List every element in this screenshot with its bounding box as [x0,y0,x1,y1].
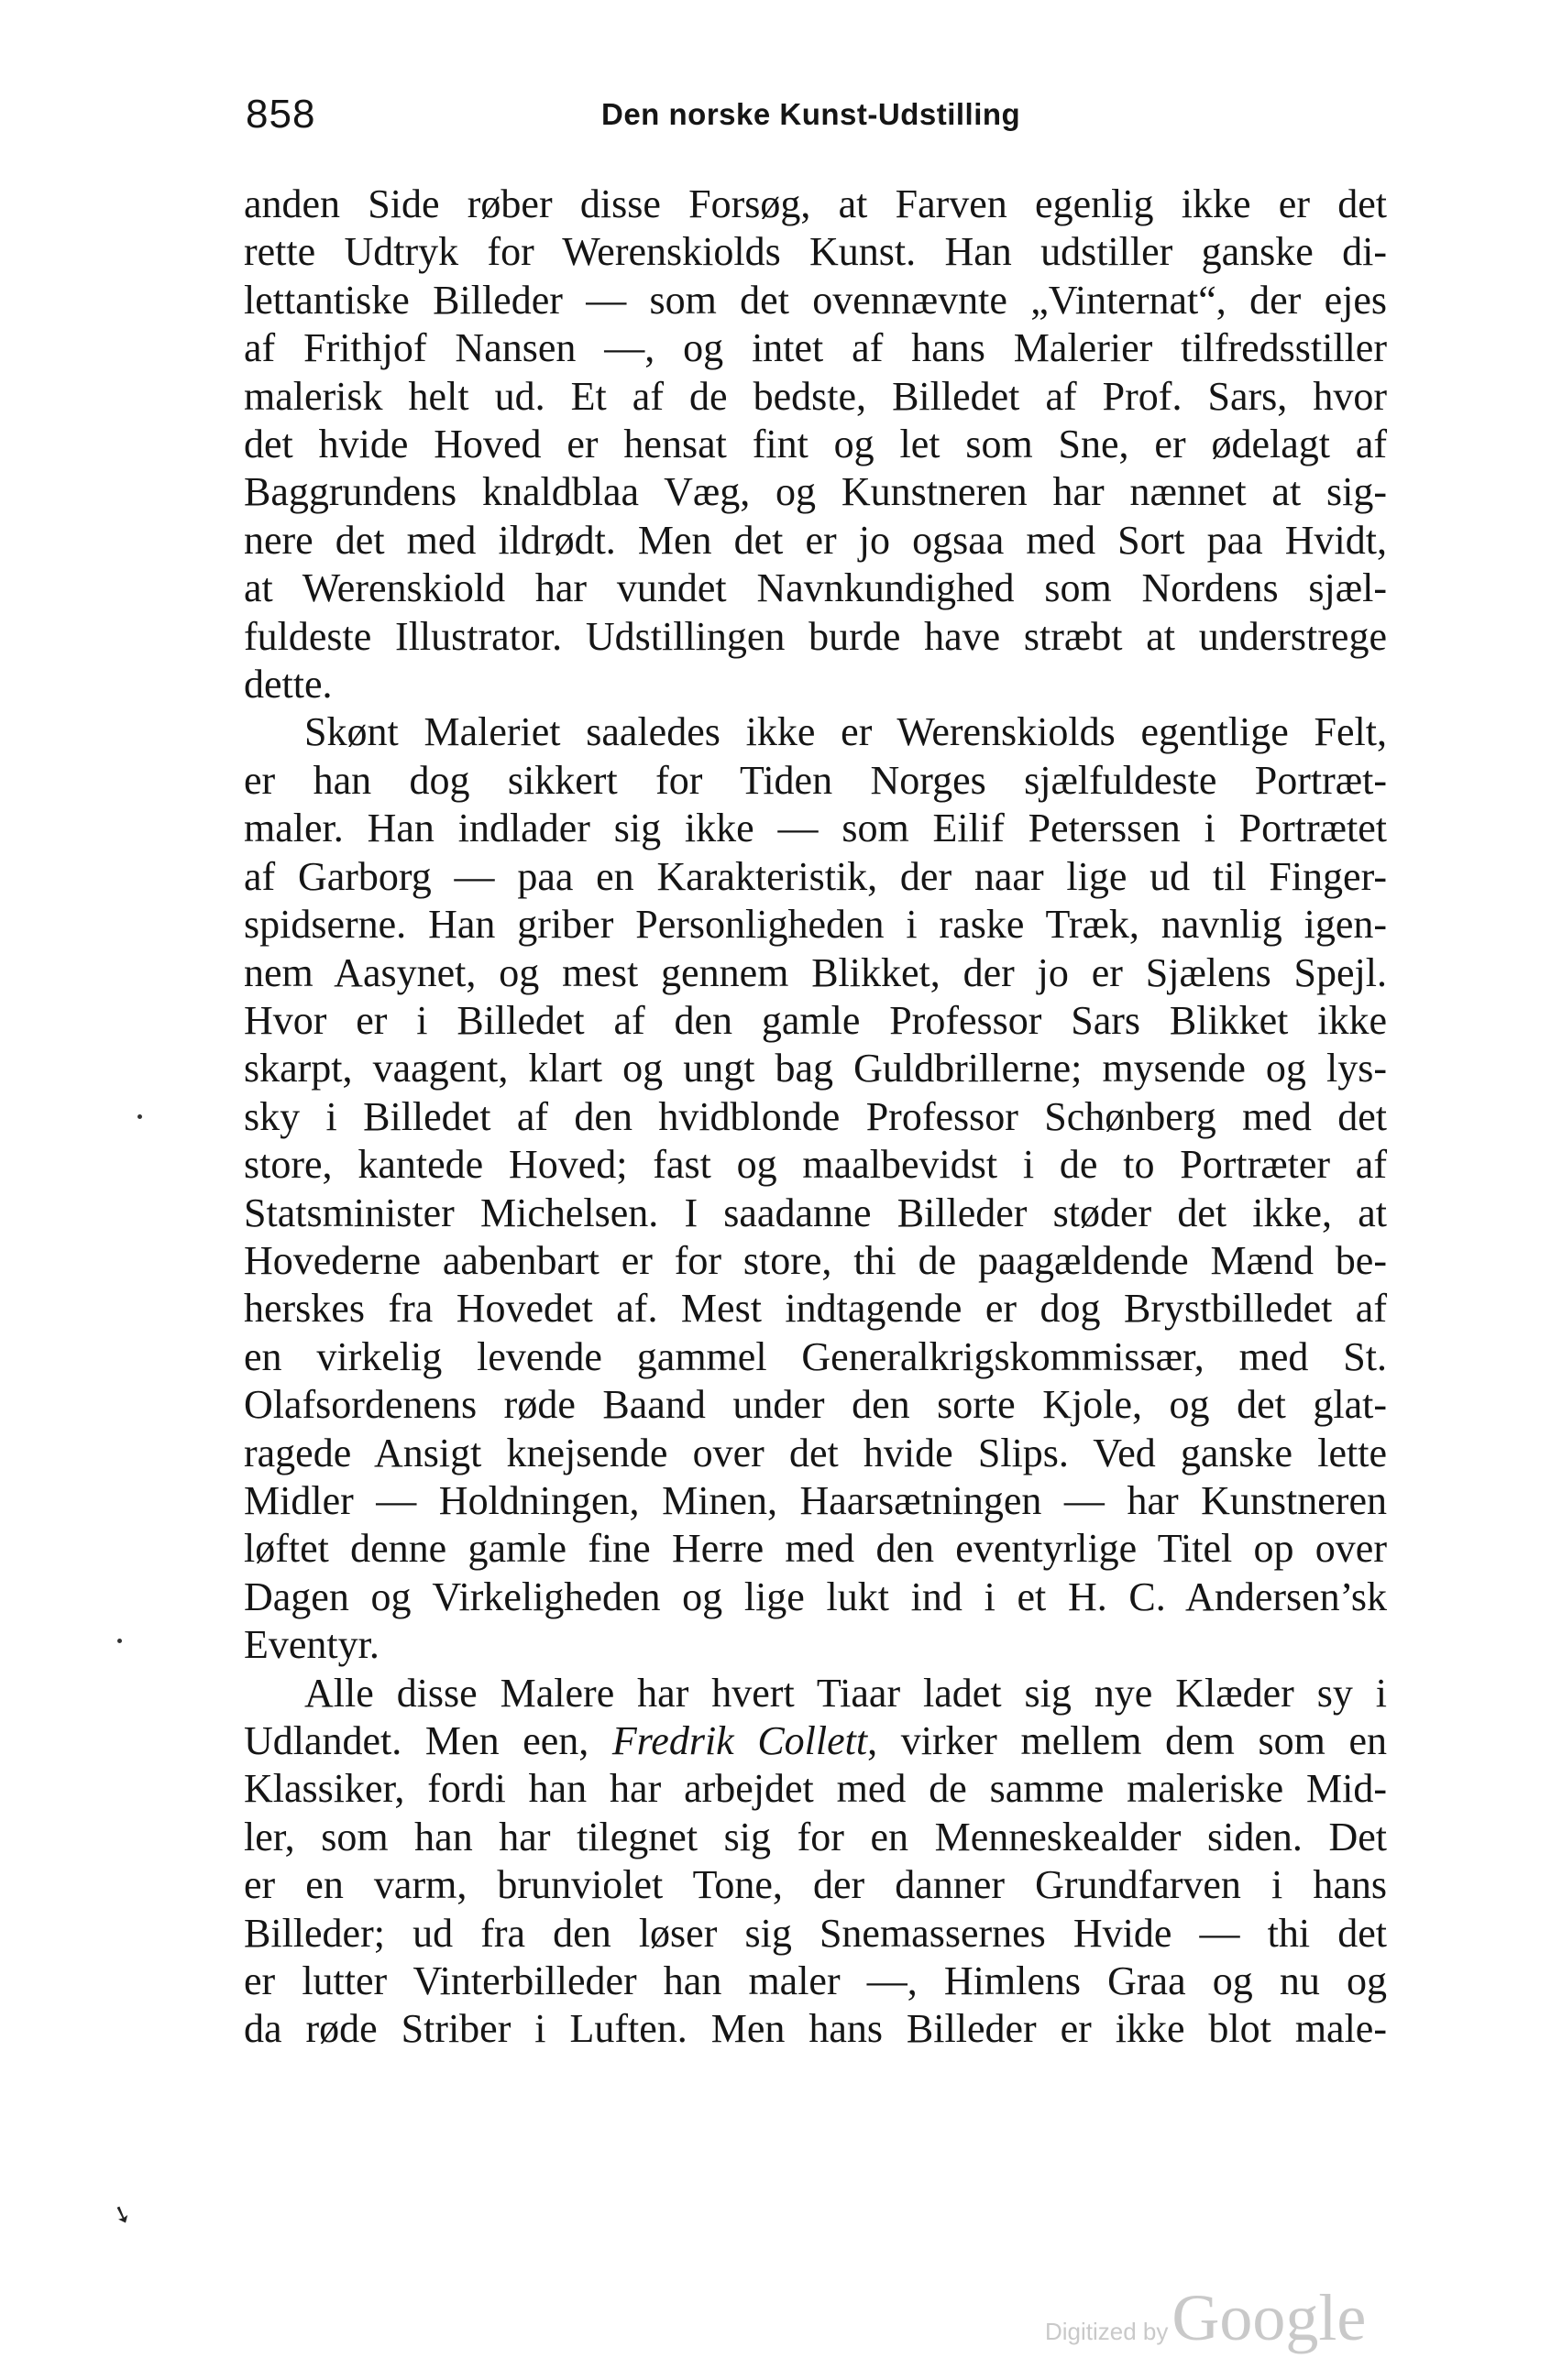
text-line: af Garborg — paa en Karakteristik, der naar lige ud til Finger- [244,853,1387,899]
text-line: en virkelig levende gammel Generalkrigskommissær, med St. [244,1333,1387,1379]
text-line: at Werenskiold har vundet Navnkundighed som Nordens sjæl- [244,565,1387,611]
text-line: af Frithjof Nansen —, og intet af hans Malerier tilfredsstiller [244,325,1387,371]
body-text [244,181,1387,2054]
text-line: det hvide Hoved er hensat fint og let som Sne, er ødelagt af [244,422,1387,467]
text-line: Hovederne aabenbart er for store, thi de paagældende Mænd be- [244,1237,1387,1283]
text-line: dette. [244,662,333,707]
painter-name: Fredrik Collett [611,1718,868,1763]
text-line: er en varm, brunviolet Tone, der danner Grundfarven i hans [244,1862,1387,1908]
text-line: anden Side røber disse Forsøg, at Farven egenlig ikke er det [244,181,1387,226]
text-line: Baggrundens knaldblaa Væg, og Kunstneren har nænnet at sig- [244,469,1387,515]
google-logo: Google [1172,2281,1367,2354]
text-line: rette Udtryk for Werenskiolds Kunst. Han udstiller ganske di- [244,229,1387,275]
text-line: malerisk helt ud. Et af de bedste, Billedet af Prof. Sars, hvor [244,373,1387,419]
text-line: fuldeste Illustrator. Udstillingen burde have stræbt at understrege [244,613,1387,659]
text-line: Klassiker, fordi han har arbejdet med de samme maleriske Mid- [244,1766,1387,1812]
text-line: Alle disse Malere har hvert Tiaar ladet sig nye Klæder sy i [304,1670,1387,1716]
text-line: løftet denne gamle fine Herre med den eventyrlige Titel op over [244,1526,1387,1572]
text-line: Statsminister Michelsen. I saadanne Billeder støder det ikke, at [244,1190,1387,1235]
text-line: er han dog sikkert for Tiden Norges sjælfuldeste Portræt- [244,757,1387,803]
page-number: 858 [246,92,316,137]
text-line: spidserne. Han griber Personligheden i raske Træk, navnlig igen- [244,902,1387,948]
margin-speck [117,1639,122,1643]
text-line: Eventyr. [244,1622,380,1668]
text-line: sky i Billedet af den hvidblonde Professor Schønberg med det [244,1093,1387,1139]
text-line: Olafsordenens røde Baand under den sorte Kjole, og det glat- [244,1382,1387,1428]
text-line: nere det med ildrødt. Men det er jo ogsaa med Sort paa Hvidt, [244,517,1387,563]
text-line-with-name [244,1717,1387,1765]
text-line: Hvor er i Billedet af den gamle Professor Sars Blikket ikke [244,997,1387,1043]
text-line: ragede Ansigt knejsende over det hvide Slips. Ved ganske lette [244,1430,1387,1475]
text-line: er lutter Vinterbilleder han maler —, Himlens Graa og nu og [244,1958,1387,2004]
text-line: skarpt, vaagent, klart og ungt bag Guldbrillerne; mysende og lys- [244,1046,1387,1091]
text-line: lettantiske Billeder — som det ovennævnte „Vinternat“, der ejes [244,277,1387,323]
text-line: store, kantede Hoved; fast og maalbevidst i de to Portræter af [244,1142,1387,1188]
digitized-watermark [1045,2280,1366,2356]
margin-mark-icon: ➘ [107,2199,137,2232]
running-title: Den norske Kunst-Udstilling [601,97,1021,131]
text-line: herskes fra Hovedet af. Mest indtagende er dog Brystbilledet af [244,1286,1387,1332]
text-line: Billeder; ud fra den løser sig Snemassernes Hvide — thi det [244,1910,1387,1956]
text-line: ler, som han har tilegnet sig for en Menneskealder siden. Det [244,1814,1387,1859]
text-line: da røde Striber i Luften. Men hans Billeder er ikke blot male- [244,2006,1387,2052]
text-fragment: , virker mellem dem som en [867,1718,1387,1763]
watermark-prefix: Digitized by [1045,2318,1169,2345]
text-line: Skønt Maleriet saaledes ikke er Werenskiolds egentlige Felt, [304,709,1387,755]
text-line: maler. Han indlader sig ikke — som Eilif Peterssen i Portrætet [244,806,1387,851]
text-line: Midler — Holdningen, Minen, Haarsætningen — har Kunstneren [244,1477,1387,1523]
margin-speck [138,1114,142,1119]
text-fragment: Udlandet. Men een, [244,1718,612,1763]
text-line: nem Aasynet, og mest gennem Blikket, der jo er Sjælens Spejl. [244,949,1387,995]
text-line: Dagen og Virkeligheden og lige lukt ind i et H. C. Andersen’sk [244,1574,1387,1619]
